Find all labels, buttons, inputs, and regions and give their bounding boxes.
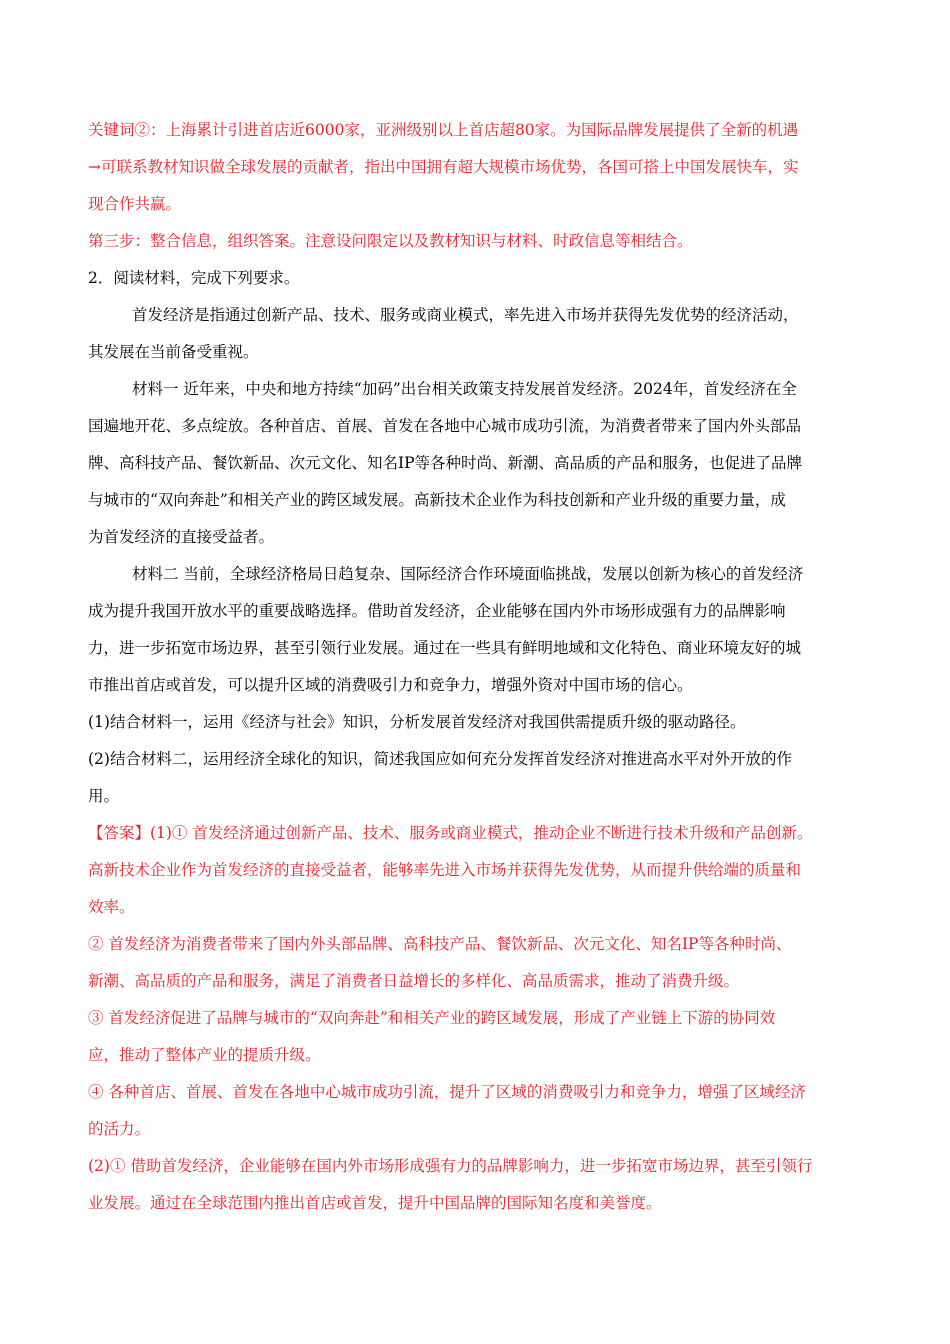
text-line: 材料一 近年来，中央和地方持续“加码”出台相关政策支持发展首发经济。2024年，首发经济在全 (132, 380, 797, 398)
text-line: 高新技术企业作为首发经济的直接受益者，能够率先进入市场并获得先发优势，从而提升供给端的质量和 (88, 861, 802, 879)
paragraph-material-2 (88, 556, 868, 704)
text-line: 其发展在当前备受重视。 (88, 343, 259, 361)
text-line: (1)结合材料一，运用《经济与社会》知识，分析发展首发经济对我国供需提质升级的驱动路径。 (88, 713, 746, 731)
text-line: 业发展。通过在全球范围内推出首店或首发，提升中国品牌的国际知名度和美誉度。 (88, 1194, 662, 1212)
text-line: 关键词②：上海累计引进首店近6000家，亚洲级别以上首店超80家。为国际品牌发展提供了全新的机遇 (88, 121, 799, 139)
paragraph-answer-1-4 (88, 1074, 868, 1148)
paragraph-answer-1-1 (88, 815, 868, 926)
text-line: 【答案】(1)① 首发经济通过创新产品、技术、服务或商业模式，推动企业不断进行技术升级和产品创新。 (88, 824, 813, 842)
text-line: 成为提升我国开放水平的重要战略选择。借助首发经济，企业能够在国内外市场形成强有力的品牌影响 (88, 602, 786, 620)
text-line: 牌、高科技产品、餐饮新品、次元文化、知名IP等各种时尚、新潮、高品质的产品和服务，也促进了品牌 (88, 454, 803, 472)
text-line: 现合作共赢。 (88, 195, 182, 213)
paragraph-keyword-2 (88, 112, 868, 223)
text-line: 应，推动了整体产业的提质升级。 (88, 1046, 321, 1064)
paragraph-answer-2-1 (88, 1148, 868, 1222)
text-line: 用。 (88, 787, 120, 805)
document-page (88, 112, 868, 1222)
text-line: ③ 首发经济促进了品牌与城市的“双向奔赴”和相关产业的跨区域发展，形成了产业链上下游的协同效 (88, 1009, 776, 1027)
text-line: ④ 各种首店、首展、首发在各地中心城市成功引流，提升了区域的消费吸引力和竞争力，增强了区域经济 (88, 1083, 806, 1101)
text-line: 材料二 当前，全球经济格局日趋复杂、国际经济合作环境面临挑战，发展以创新为核心的首发经济 (132, 565, 804, 583)
paragraph-answer-1-3 (88, 1000, 868, 1074)
text-line: 国遍地开花、多点绽放。各种首店、首展、首发在各地中心城市成功引流，为消费者带来了国内外头部品 (88, 417, 802, 435)
text-line: 效率。 (88, 898, 135, 916)
text-line: 第三步：整合信息，组织答案。注意设问限定以及教材知识与材料、时政信息等相结合。 (88, 232, 693, 250)
paragraph-sub-question-1 (88, 704, 868, 741)
text-line: ② 首发经济为消费者带来了国内外头部品牌、高科技产品、餐饮新品、次元文化、知名IP等各种时尚、 (88, 935, 792, 953)
text-line: →可联系教材知识做全球发展的贡献者，指出中国拥有超大规模市场优势，各国可搭上中国发展快车，实 (88, 158, 799, 176)
paragraph-answer-1-2 (88, 926, 868, 1000)
paragraph-sub-question-2 (88, 741, 868, 815)
text-line: 为首发经济的直接受益者。 (88, 528, 275, 546)
text-line: 首发经济是指通过创新产品、技术、服务或商业模式，率先进入市场并获得先发优势的经济活动， (132, 306, 799, 324)
paragraph-step-3 (88, 223, 868, 260)
text-line: 力，进一步拓宽市场边界，甚至引领行业发展。通过在一些具有鲜明地域和文化特色、商业环境友好的城 (88, 639, 802, 657)
text-line: 2．阅读材料，完成下列要求。 (88, 269, 300, 287)
text-line: 市推出首店或首发，可以提升区域的消费吸引力和竞争力，增强外资对中国市场的信心。 (88, 676, 693, 694)
text-line: 的活力。 (88, 1120, 151, 1138)
text-line: 新潮、高品质的产品和服务，满足了消费者日益增长的多样化、高品质需求，推动了消费升级。 (88, 972, 740, 990)
text-line: (2)结合材料二，运用经济全球化的知识，简述我国应如何充分发挥首发经济对推进高水平对外开放的作 (88, 750, 792, 768)
text-line: (2)① 借助首发经济，企业能够在国内外市场形成强有力的品牌影响力，进一步拓宽市场边界，甚至引领行 (88, 1157, 813, 1175)
paragraph-intro (88, 297, 868, 371)
paragraph-material-1 (88, 371, 868, 556)
text-line: 与城市的“双向奔赴”和相关产业的跨区域发展。高新技术企业作为科技创新和产业升级的重要力量，成 (88, 491, 786, 509)
paragraph-question-2 (88, 260, 868, 297)
